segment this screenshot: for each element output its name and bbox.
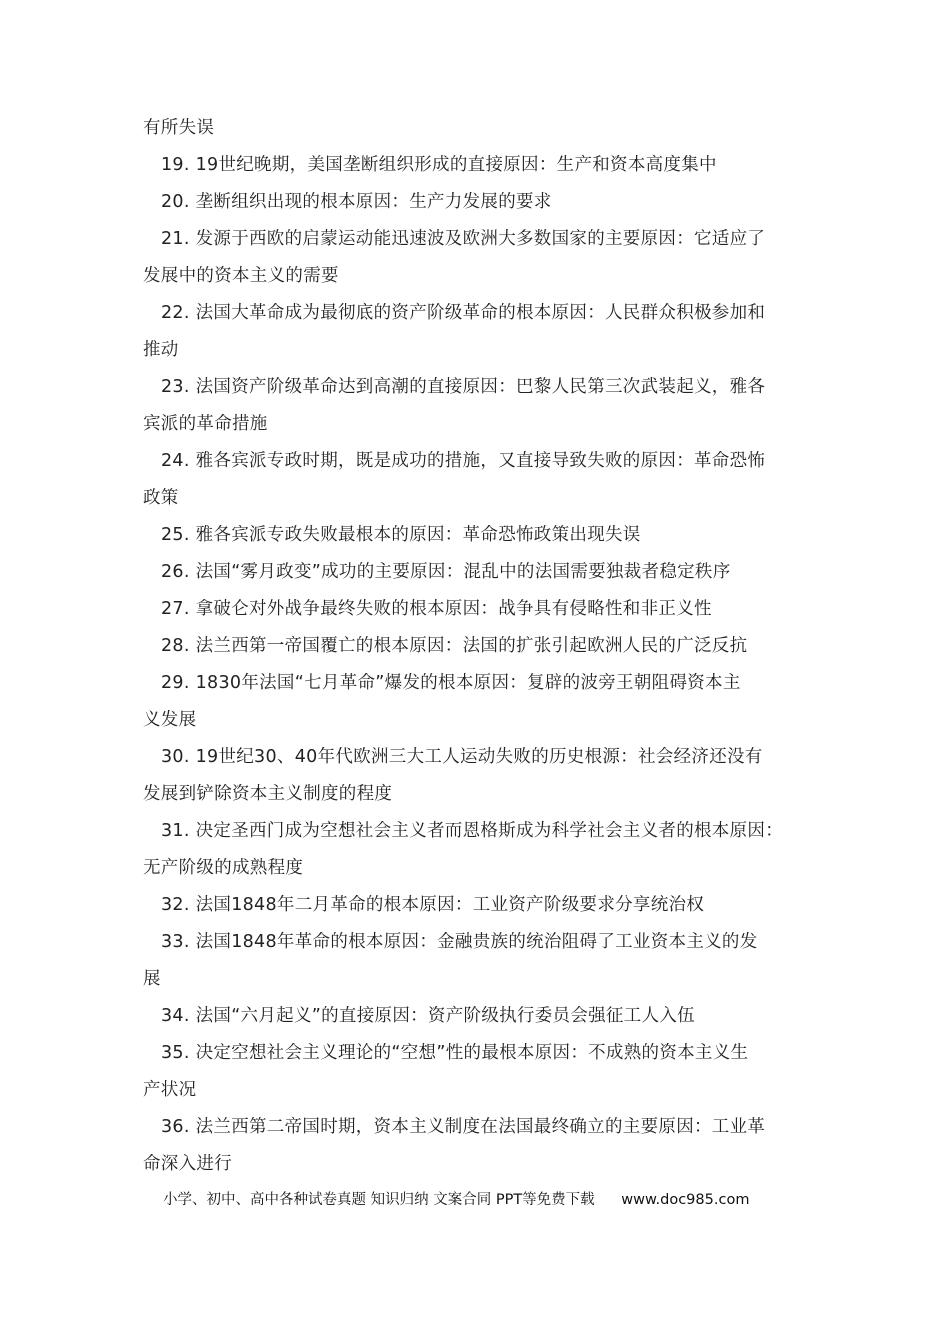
numbered-item-33: 33. 法国1848年革命的根本原因：金融贵族的统治阻碍了工业资本主义的发 bbox=[161, 932, 758, 952]
numbered-item-21: 21. 发源于西欧的启蒙运动能迅速波及欧洲大多数国家的主要原因：它适应了 bbox=[161, 229, 766, 249]
text-line: 发展到铲除资本主义制度的程度 bbox=[143, 784, 393, 804]
text-line: 产状况 bbox=[143, 1080, 197, 1100]
text-line: 义发展 bbox=[143, 710, 197, 730]
text-line: 命深入进行 bbox=[143, 1154, 232, 1174]
text-line: 宾派的革命措施 bbox=[143, 414, 268, 434]
numbered-item-30: 30. 19世纪30、40年代欧洲三大工人运动失败的历史根源：社会经济还没有 bbox=[161, 747, 763, 767]
numbered-item-36: 36. 法兰西第二帝国时期，资本主义制度在法国最终确立的主要原因：工业革 bbox=[161, 1117, 766, 1137]
numbered-item-35: 35. 决定空想社会主义理论的“空想”性的最根本原因：不成熟的资本主义生 bbox=[161, 1043, 749, 1063]
numbered-item-29: 29. 1830年法国“七月革命”爆发的根本原因：复辟的波旁王朝阻碍资本主 bbox=[161, 673, 741, 693]
text-line: 发展中的资本主义的需要 bbox=[143, 266, 339, 286]
numbered-item-32: 32. 法国1848年二月革命的根本原因：工业资产阶级要求分享统治权 bbox=[161, 895, 705, 915]
text-line: 推动 bbox=[143, 340, 179, 360]
numbered-item-25: 25. 雅各宾派专政失败最根本的原因：革命恐怖政策出现失误 bbox=[161, 525, 641, 545]
numbered-item-31: 31. 决定圣西门成为空想社会主义者而恩格斯成为科学社会主义者的根本原因： bbox=[161, 821, 783, 841]
numbered-item-34: 34. 法国“六月起义”的直接原因：资产阶级执行委员会强征工人入伍 bbox=[161, 1006, 695, 1026]
document-body bbox=[143, 110, 823, 1183]
text-line: 政策 bbox=[143, 488, 179, 508]
text-line: 有所失误 bbox=[143, 118, 215, 138]
numbered-item-26: 26. 法国“雾月政变”成功的主要原因：混乱中的法国需要独裁者稳定秩序 bbox=[161, 562, 731, 582]
numbered-item-27: 27. 拿破仑对外战争最终失败的根本原因：战争具有侵略性和非正义性 bbox=[161, 599, 712, 619]
footer-text: 小学、初中、高中各种试卷真题 知识归纳 文案合同 PPT等免费下载 bbox=[163, 1192, 595, 1208]
text-line: 展 bbox=[143, 969, 161, 989]
numbered-item-24: 24. 雅各宾派专政时期，既是成功的措施，又直接导致失败的原因：革命恐怖 bbox=[161, 451, 766, 471]
numbered-item-23: 23. 法国资产阶级革命达到高潮的直接原因：巴黎人民第三次武装起义，雅各 bbox=[161, 377, 766, 397]
numbered-item-19: 19. 19世纪晚期，美国垄断组织形成的直接原因：生产和资本高度集中 bbox=[161, 155, 717, 175]
page-footer bbox=[163, 1188, 823, 1212]
text-line: 无产阶级的成熟程度 bbox=[143, 858, 304, 878]
footer-url: www.doc985.com bbox=[621, 1192, 750, 1208]
numbered-item-22: 22. 法国大革命成为最彻底的资产阶级革命的根本原因：人民群众积极参加和 bbox=[161, 303, 766, 323]
numbered-item-20: 20. 垄断组织出现的根本原因：生产力发展的要求 bbox=[161, 192, 552, 212]
numbered-item-28: 28. 法兰西第一帝国覆亡的根本原因：法国的扩张引起欧洲人民的广泛反抗 bbox=[161, 636, 748, 656]
